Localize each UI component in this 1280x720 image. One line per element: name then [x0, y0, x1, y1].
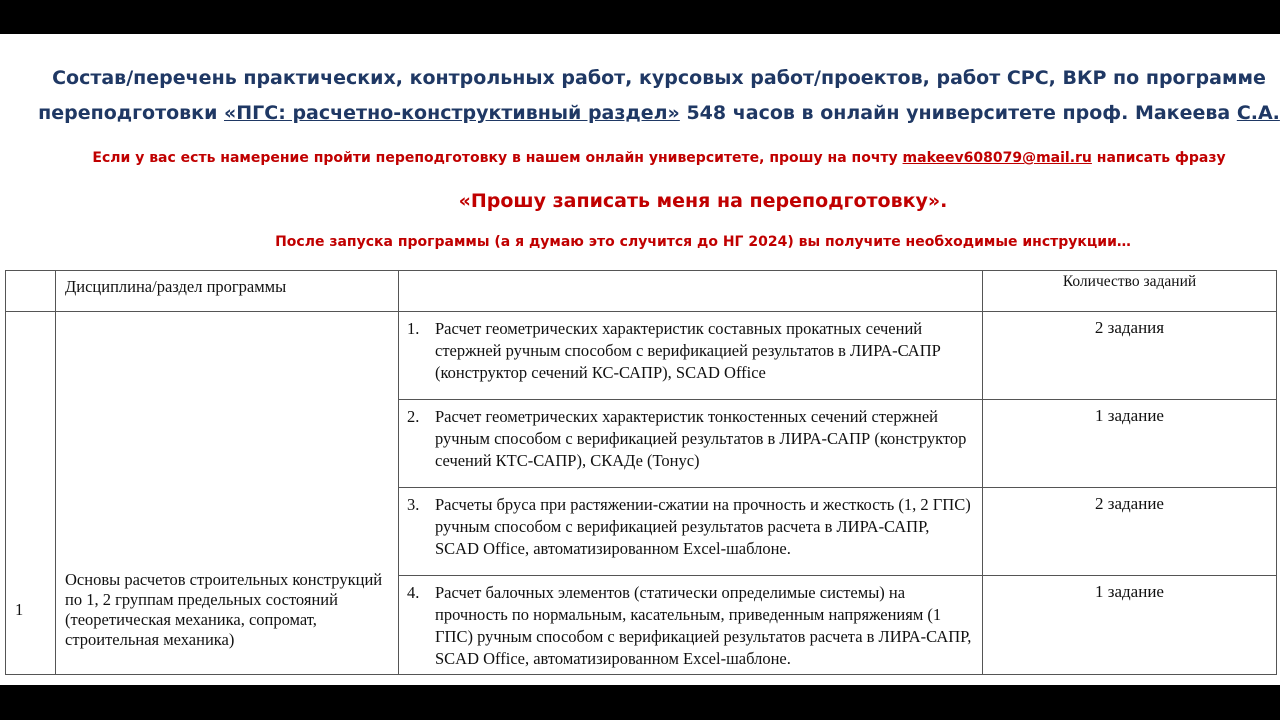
task-text: Расчет геометрических характеристик тонкостенных сечений стержней ручным способом с верификацией результатов в ЛИРА-САПР (конструктор сечений КТС-САПР), СКАДе (Тонус): [435, 407, 967, 470]
enrollment-note: [0, 150, 1280, 166]
task-text: Расчет балочных элементов (статически определимые системы) на прочность по нормальным, касательным, приведенным напряжениям (1 ГПС) ручным способом с верификацией результатов расчета в ЛИРА-САПР, SCAD Office, автоматизированном Excel-шаблоне.: [435, 583, 972, 668]
letterbox-bottom: [0, 685, 1280, 720]
program-table: [5, 270, 1277, 675]
email-link[interactable]: makeev608079@mail.ru: [902, 150, 1092, 166]
table-header-row: [6, 271, 1277, 312]
task-number: 4.: [407, 583, 420, 602]
task-count: 2 задание: [983, 488, 1277, 576]
discipline-name: Основы расчетов строительных конструкций по 1, 2 группам предельных состояний (теоретическая механика, сопромат, строительная механика): [56, 312, 399, 675]
author-initials: С.А.: [1236, 102, 1280, 124]
header-num: [6, 271, 56, 312]
title-middle: 548 часов в онлайн университете проф. Макеева: [679, 102, 1237, 124]
task-number: 1.: [407, 319, 420, 338]
task-cell: [399, 400, 983, 488]
task-text: Расчет геометрических характеристик составных прокатных сечений стержней ручным способом с верификацией результатов в ЛИРА-САПР (конструктор сечений КС-САПР), SCAD Office: [435, 319, 941, 382]
document-page: [0, 34, 1280, 685]
table-row: [6, 312, 1277, 400]
title-line-2: [0, 102, 1280, 124]
header-tasks: [399, 271, 983, 312]
task-number: 3.: [407, 495, 420, 514]
letterbox-top: [0, 0, 1280, 34]
note-suffix: написать фразу: [1091, 150, 1226, 166]
task-number: 2.: [407, 407, 420, 426]
launch-note: После запуска программы (а я думаю это случится до НГ 2024) вы получите необходимые инструкции…: [275, 234, 1131, 250]
task-text: Расчеты бруса при растяжении-сжатии на прочность и жесткость (1, 2 ГПС) ручным способом с верификацией результатов расчета в ЛИРА-САПР, SCAD Office, автоматизированном Excel-шаблоне.: [435, 495, 971, 558]
task-cell: [399, 576, 983, 675]
task-count: 1 задание: [983, 400, 1277, 488]
title-prefix: переподготовки: [38, 102, 224, 124]
header-discipline: Дисциплина/раздел программы: [56, 271, 399, 312]
title-line-1: Состав/перечень практических, контрольных работ, курсовых работ/проектов, работ СРС, ВКР по программе: [52, 67, 1266, 89]
task-cell: [399, 312, 983, 400]
program-name: «ПГС: расчетно-конструктивный раздел»: [224, 102, 680, 124]
row-number: 1: [6, 312, 56, 675]
task-cell: [399, 488, 983, 576]
task-count: 2 задания: [983, 312, 1277, 400]
task-count: 1 задание: [983, 576, 1277, 675]
header-count: Количество заданий: [983, 271, 1277, 312]
note-prefix: Если у вас есть намерение пройти переподготовку в нашем онлайн университете, прошу на почту: [92, 150, 903, 166]
request-phrase: «Прошу записать меня на переподготовку».: [458, 190, 948, 212]
